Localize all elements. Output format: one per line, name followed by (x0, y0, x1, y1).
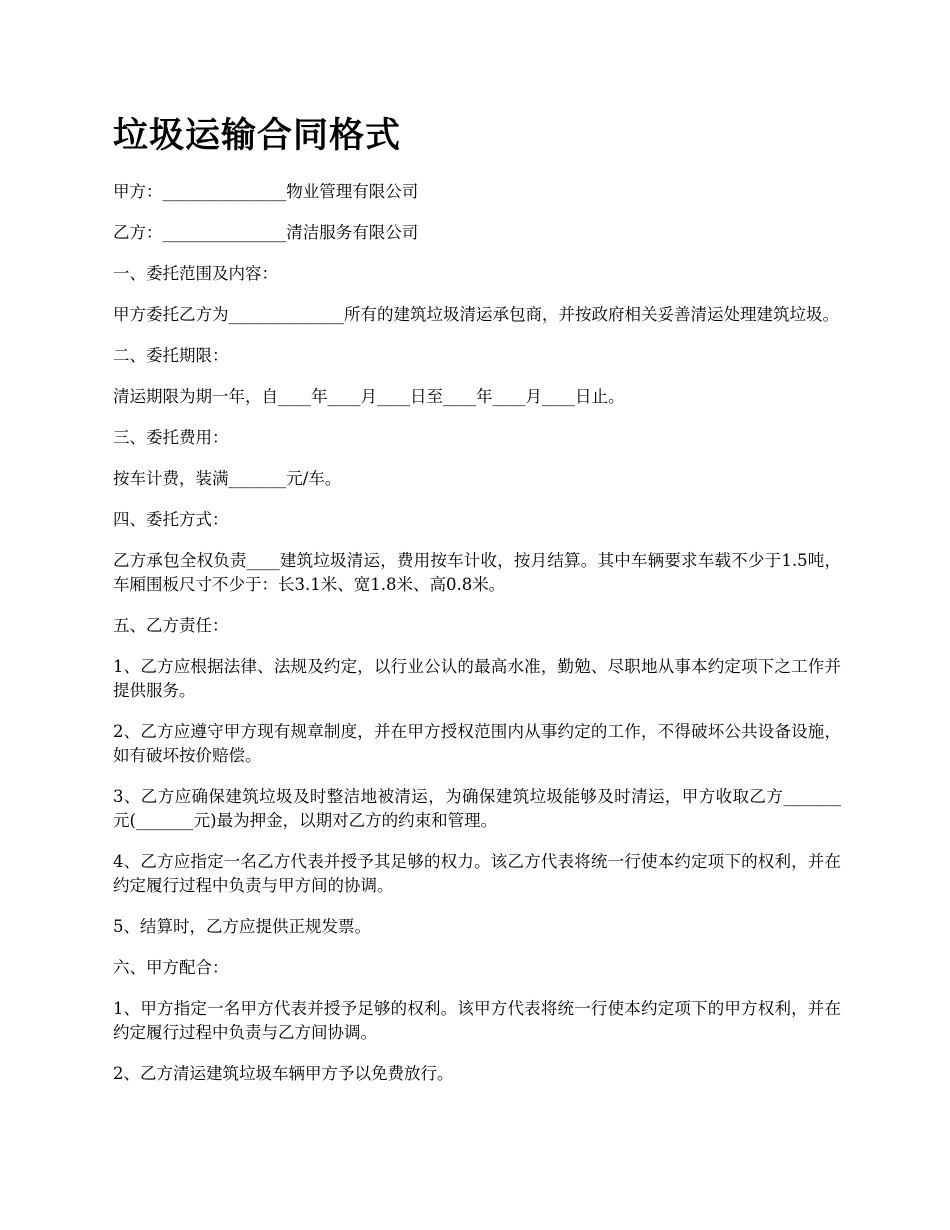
party-b-duty-4: 4、乙方应指定一名乙方代表并授予其足够的权力。该乙方代表将统一行使本约定项下的权利，并在约定履行过程中负责与甲方间的协调。 (113, 852, 841, 895)
document-title: 垃圾运输合同格式 (113, 116, 402, 156)
party-b-duty-3: 3、乙方应确保建筑垃圾及时整洁地被清运，为确保建筑垃圾能够及时清运，甲方收取乙方_______元(_______元)最为押金，以期对乙方的约束和管理。 (113, 787, 841, 830)
party-b-duty-5: 5、结算时，乙方应提供正规发票。 (113, 917, 371, 936)
party-b-duty-2: 2、乙方应遵守甲方现有规章制度，并在甲方授权范围内从事约定的工作，不得破坏公共设备设施，如有破坏按价赔偿。 (113, 722, 841, 765)
section-heading-method: 四、委托方式： (113, 510, 229, 529)
term-paragraph: 清运期限为期一年，自____年____月____日至____年____月____日止。 (113, 387, 625, 406)
party-a-duty-1: 1、甲方指定一名甲方代表并授予足够的权利。该甲方代表将统一行使本约定项下的甲方权利，并在约定履行过程中负责与乙方间协调。 (113, 999, 841, 1042)
party-b-duty-1: 1、乙方应根据法律、法规及约定，以行业公认的最高水准，勤勉、尽职地从事本约定项下之工作并提供服务。 (113, 657, 841, 700)
section-heading-term: 二、委托期限： (113, 346, 229, 365)
section-heading-party-a-cooperation: 六、甲方配合： (113, 958, 229, 977)
party-a-line: 甲方：_______________物业管理有限公司 (113, 182, 419, 201)
section-heading-fee: 三、委托费用： (113, 428, 229, 447)
section-heading-party-b-duties: 五、乙方责任： (113, 616, 229, 635)
party-a-duty-2: 2、乙方清运建筑垃圾车辆甲方予以免费放行。 (113, 1064, 454, 1083)
section-heading-scope: 一、委托范围及内容： (113, 264, 278, 283)
party-b-line: 乙方：_______________清洁服务有限公司 (113, 223, 419, 242)
method-paragraph: 乙方承包全权负责____建筑垃圾清运，费用按车计收，按月结算。其中车辆要求车载不少于1.5吨，车厢围板尺寸不少于：长3.1米、宽1.8米、高0.8米。 (113, 551, 841, 594)
fee-paragraph: 按车计费，装满_______元/车。 (113, 469, 342, 488)
scope-paragraph: 甲方委托乙方为______________所有的建筑垃圾清运承包商，并按政府相关妥善清运处理建筑垃圾。 (113, 305, 839, 324)
document-body (113, 180, 841, 1103)
